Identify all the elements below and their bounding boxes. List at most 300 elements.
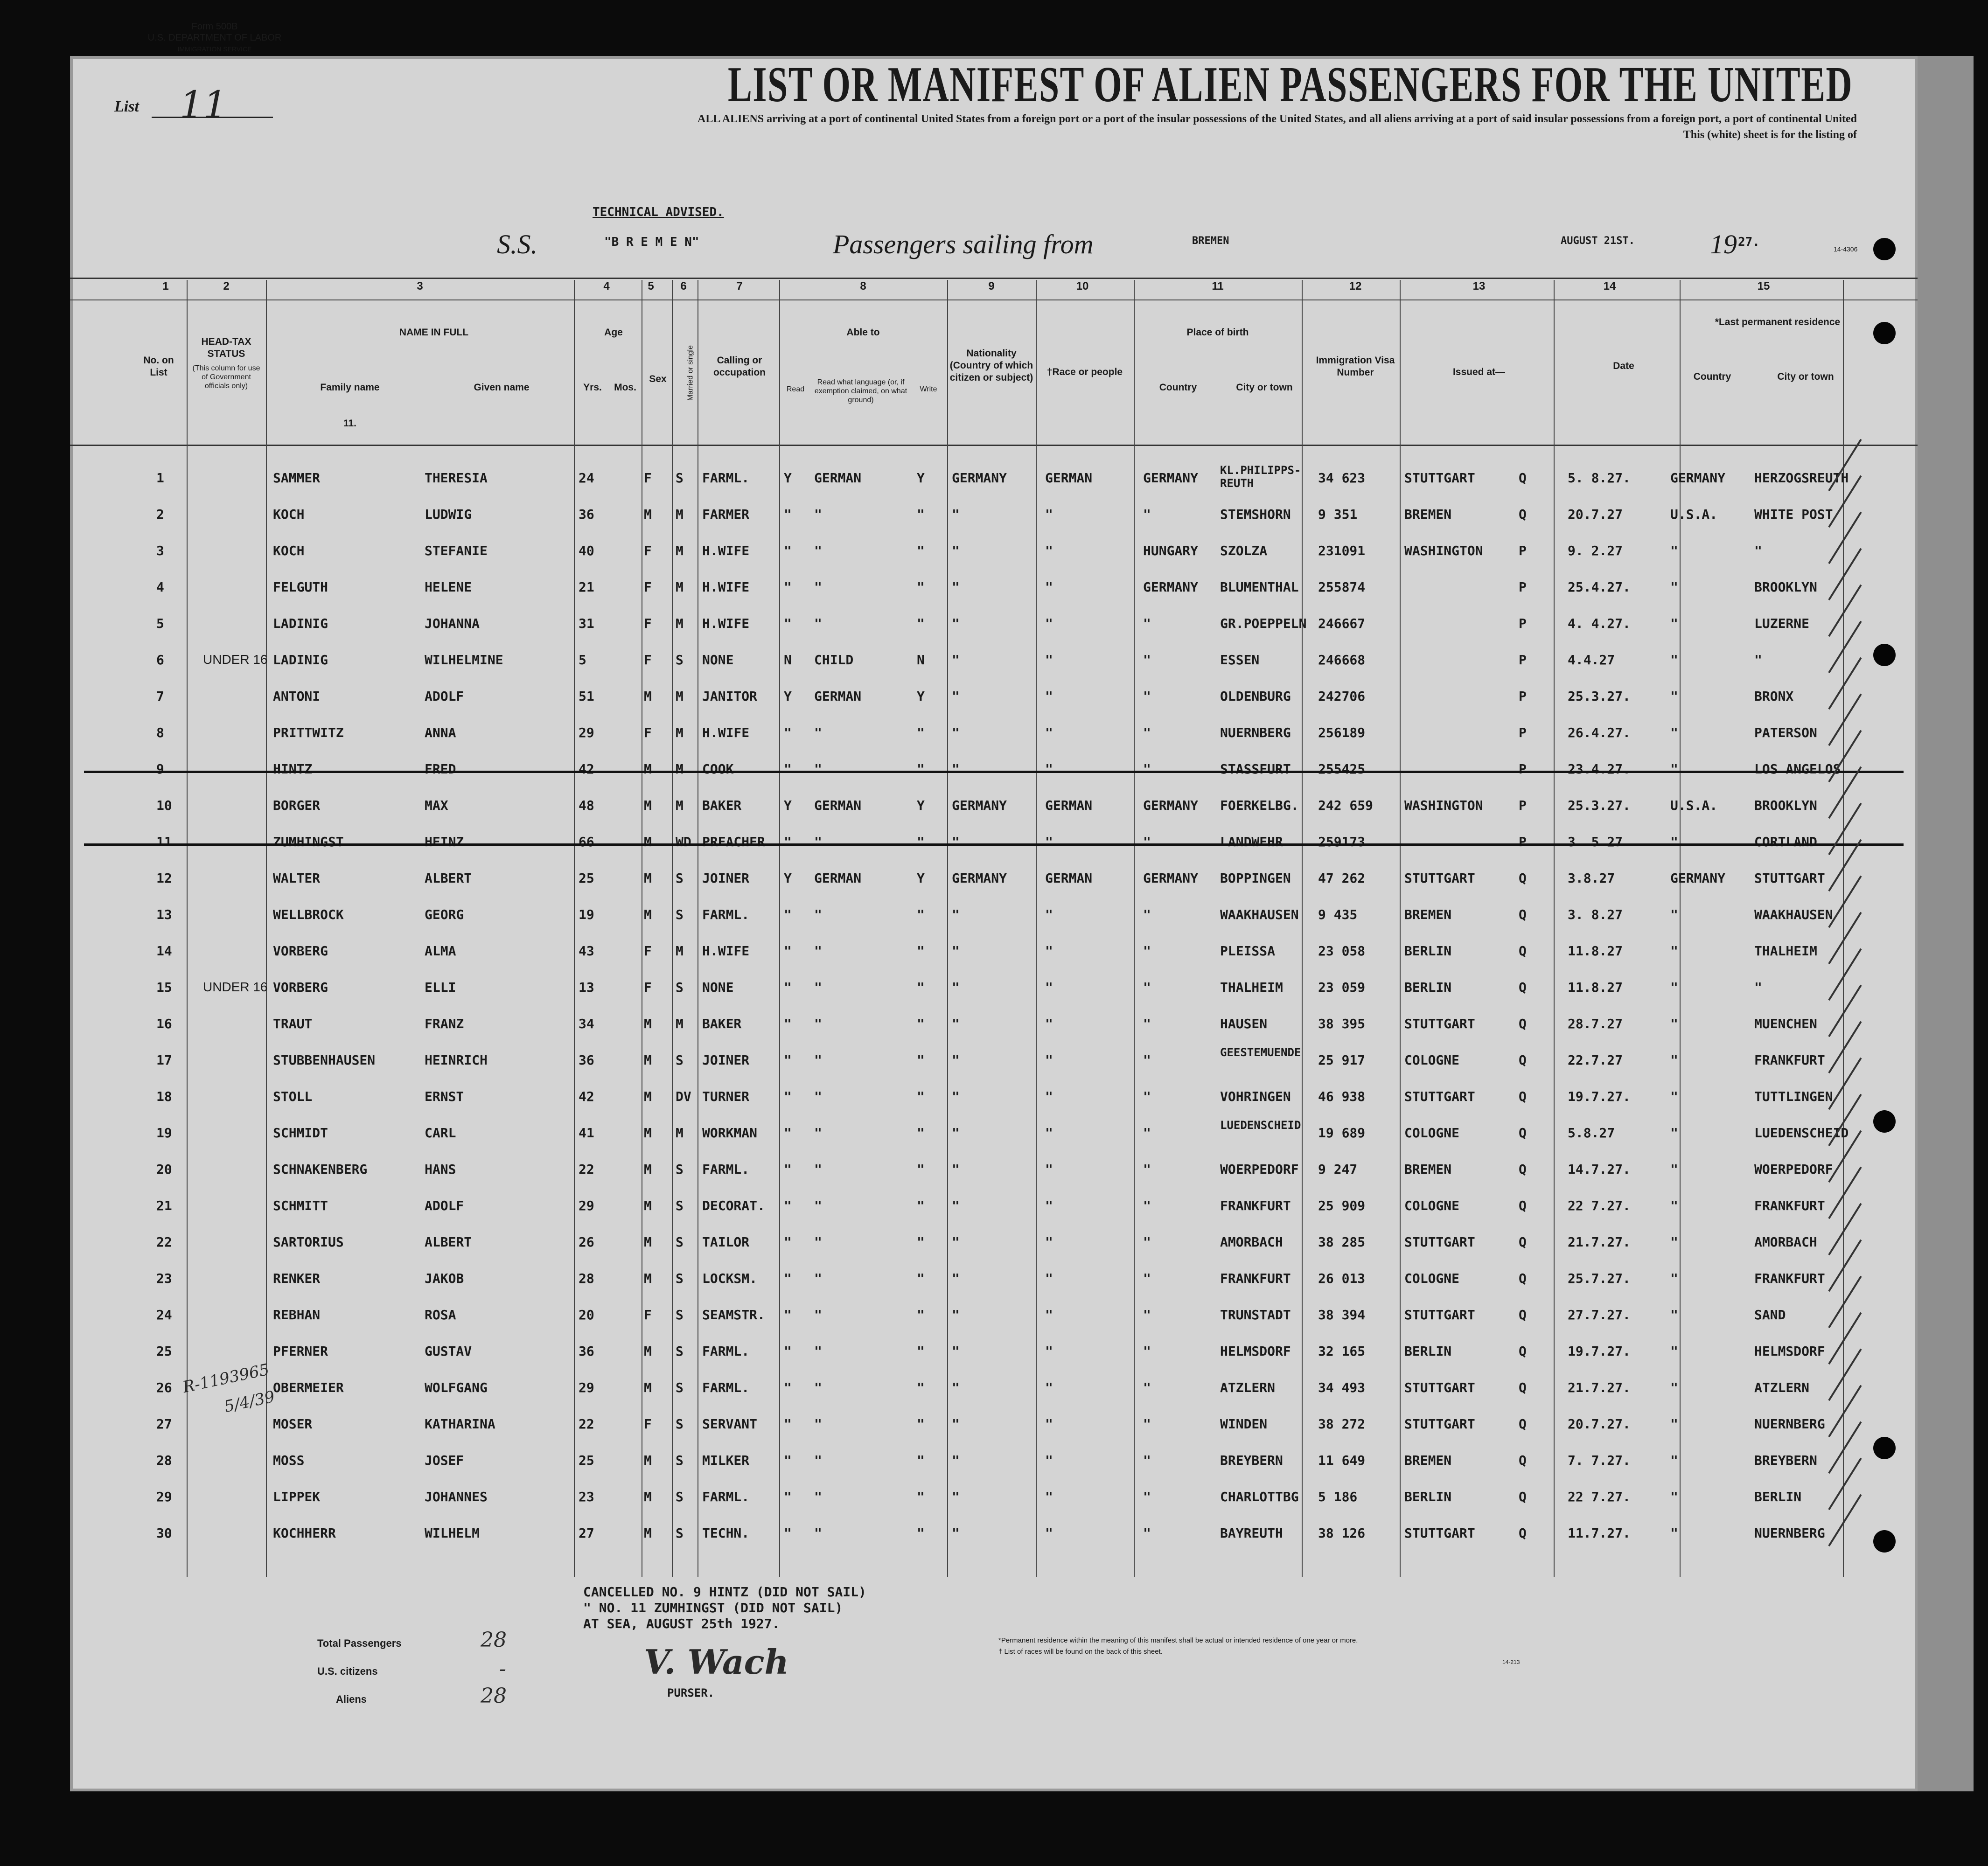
cell-q: Q	[1519, 1489, 1527, 1504]
cell-visa: 9 435	[1318, 907, 1358, 922]
cell-rcountry: "	[1670, 652, 1678, 668]
cell-race: "	[1045, 652, 1053, 668]
cell-occ: JANITOR	[702, 689, 758, 704]
cell-family: STOLL	[273, 1089, 313, 1104]
cell-rcity: FRANKFURT	[1754, 1052, 1825, 1068]
cell-nat: "	[952, 1198, 960, 1213]
cell-lang: "	[814, 980, 822, 995]
cell-given: ELLI	[425, 980, 456, 995]
cell-issued: BREMEN	[1404, 1453, 1452, 1468]
cell-issued: STUTTGART	[1404, 470, 1475, 486]
passenger-row	[70, 1117, 1918, 1153]
cell-write: "	[917, 1525, 925, 1541]
passenger-row	[70, 1444, 1918, 1481]
cell-race: "	[1045, 1125, 1053, 1141]
cell-visa: 34 623	[1318, 470, 1366, 486]
cell-lang: "	[814, 834, 822, 849]
header-list-marker: 11.	[343, 418, 357, 429]
cell-nat: "	[952, 1416, 960, 1432]
header-given: Given name	[474, 382, 530, 393]
cell-rcountry: "	[1670, 1198, 1678, 1213]
cell-issued: BERLIN	[1404, 943, 1452, 959]
cell-nat: "	[952, 1234, 960, 1250]
cell-lang: "	[814, 1525, 822, 1541]
cell-ms: M	[676, 798, 684, 813]
cell-read: "	[784, 616, 792, 631]
cell-rcountry: "	[1670, 761, 1678, 777]
cell-visa: 5 186	[1318, 1489, 1358, 1504]
cell-no: 22	[156, 1234, 172, 1250]
cell-yrs: 25	[579, 870, 594, 886]
cell-family: SCHMITT	[273, 1198, 328, 1213]
total-passengers-value: 28	[481, 1628, 507, 1652]
cell-sex: M	[644, 1380, 652, 1395]
cell-date: 22 7.27.	[1568, 1489, 1631, 1504]
cell-ms: S	[676, 1344, 684, 1359]
cell-nat: "	[952, 652, 960, 668]
cell-tax: UNDER 16	[203, 980, 268, 994]
cell-bcountry: GERMANY	[1143, 579, 1199, 595]
cell-no: 30	[156, 1525, 172, 1541]
form-number: Form 500B	[191, 21, 238, 32]
cell-given: ROSA	[425, 1307, 456, 1323]
cell-date: 27.7.27.	[1568, 1307, 1631, 1323]
cell-q: Q	[1519, 907, 1527, 922]
cell-family: ANTONI	[273, 689, 321, 704]
cell-visa: 38 395	[1318, 1016, 1366, 1031]
passenger-row	[70, 571, 1918, 607]
column-number-11: 11	[1212, 280, 1224, 292]
cell-issued: BREMEN	[1404, 907, 1452, 922]
cell-write: "	[917, 761, 925, 777]
cell-rcity: THALHEIM	[1754, 943, 1817, 959]
cell-lang: "	[814, 1416, 822, 1432]
cell-date: 11.7.27.	[1568, 1525, 1631, 1541]
cell-write: "	[917, 1089, 925, 1104]
cell-issued: BERLIN	[1404, 980, 1452, 995]
cell-yrs: 41	[579, 1125, 594, 1141]
column-number-7: 7	[736, 280, 743, 292]
cell-visa: 259173	[1318, 834, 1366, 849]
cell-rcity: "	[1754, 652, 1762, 668]
cell-ms: M	[676, 507, 684, 522]
cell-no: 4	[156, 579, 164, 595]
cell-q: P	[1519, 579, 1527, 595]
sailing-date: AUGUST 21ST.	[1561, 235, 1635, 247]
cell-visa: 255425	[1318, 761, 1366, 777]
cell-date: 22 7.27.	[1568, 1198, 1631, 1213]
cell-race: "	[1045, 725, 1053, 740]
column-number-4: 4	[603, 280, 610, 292]
cell-ms: S	[676, 1234, 684, 1250]
cell-lang: CHILD	[814, 652, 854, 668]
cell-bcity: SZOLZA	[1220, 543, 1268, 558]
cell-date: 3.8.27	[1568, 870, 1615, 886]
cell-rcountry: "	[1670, 1453, 1678, 1468]
cell-family: VORBERG	[273, 980, 328, 995]
cell-ms: M	[676, 1016, 684, 1031]
cell-lang: "	[814, 907, 822, 922]
cell-q: P	[1519, 616, 1527, 631]
header-age: Age	[604, 327, 623, 338]
cell-read: "	[784, 725, 792, 740]
passenger-row	[70, 1153, 1918, 1190]
cell-yrs: 42	[579, 761, 594, 777]
cell-given: WOLFGANG	[425, 1380, 488, 1395]
cell-nat: "	[952, 1344, 960, 1359]
cell-bcity: STASSFURT	[1220, 761, 1291, 777]
cell-no: 28	[156, 1453, 172, 1468]
cell-given: ALBERT	[425, 870, 472, 886]
cell-write: "	[917, 1234, 925, 1250]
cell-bcity: BREYBERN	[1220, 1453, 1283, 1468]
cell-given: THERESIA	[425, 470, 488, 486]
cell-lang: "	[814, 1380, 822, 1395]
column-number-13: 13	[1472, 280, 1486, 292]
cell-occ: SERVANT	[702, 1416, 758, 1432]
cell-ms: S	[676, 1052, 684, 1068]
cell-lang: "	[814, 1307, 822, 1323]
header-yrs: Yrs.	[583, 382, 602, 393]
cell-yrs: 26	[579, 1234, 594, 1250]
cell-family: RENKER	[273, 1271, 321, 1286]
cell-occ: LOCKSM.	[702, 1271, 758, 1286]
cell-rcountry: GERMANY	[1670, 870, 1726, 886]
cell-bcountry: "	[1143, 1489, 1151, 1504]
cell-date: 20.7.27.	[1568, 1416, 1631, 1432]
cell-bcity: BAYREUTH	[1220, 1525, 1283, 1541]
cell-read: "	[784, 507, 792, 522]
header-mos: Mos.	[614, 382, 636, 393]
cell-bcity: WINDEN	[1220, 1416, 1268, 1432]
cell-issued: STUTTGART	[1404, 870, 1475, 886]
cell-sex: M	[644, 1125, 652, 1141]
cell-lang: "	[814, 507, 822, 522]
cell-bcity: WAAKHAUSEN	[1220, 907, 1299, 922]
cell-visa: 9 247	[1318, 1162, 1358, 1177]
cell-occ: FARML.	[702, 470, 750, 486]
cell-occ: DECORAT.	[702, 1198, 765, 1213]
cell-q: Q	[1519, 1016, 1527, 1031]
passenger-row	[70, 498, 1918, 535]
cell-no: 15	[156, 980, 172, 995]
header-issued: Issued at—	[1452, 367, 1506, 377]
cell-given: JOHANNA	[425, 616, 480, 631]
cell-rcity: WOERPEDORF	[1754, 1162, 1833, 1177]
cell-write: "	[917, 1016, 925, 1031]
cell-given: GUSTAV	[425, 1344, 472, 1359]
cell-q: Q	[1519, 1344, 1527, 1359]
cell-occ: NONE	[702, 980, 734, 995]
cell-race: "	[1045, 1525, 1053, 1541]
cell-tax: UNDER 16	[203, 652, 268, 667]
cell-no: 19	[156, 1125, 172, 1141]
cancellation-note	[583, 1584, 866, 1632]
cell-date: 3. 8.27	[1568, 907, 1623, 922]
header-able-to: Able to	[846, 327, 880, 338]
header-last-residence: *Last permanent residence	[1715, 317, 1841, 327]
cell-no: 11	[156, 834, 172, 849]
cell-write: "	[917, 1416, 925, 1432]
cell-nat: "	[952, 1089, 960, 1104]
cell-read: Y	[784, 870, 792, 886]
cell-bcountry: GERMANY	[1143, 470, 1199, 486]
passenger-row	[70, 1372, 1918, 1408]
side-note-2: 5/4/39	[223, 1387, 277, 1416]
cell-sex: F	[644, 1416, 652, 1432]
cell-bcity: WOERPEDORF	[1220, 1162, 1299, 1177]
cell-yrs: 31	[579, 616, 594, 631]
cell-rcountry: U.S.A.	[1670, 507, 1718, 522]
cell-write: N	[917, 652, 925, 668]
cell-nat: GERMANY	[952, 798, 1007, 813]
purser-signature: V. Wach	[644, 1642, 789, 1682]
cell-given: HELENE	[425, 579, 472, 595]
cell-race: "	[1045, 1162, 1053, 1177]
cell-nat: "	[952, 761, 960, 777]
cell-bcountry: "	[1143, 1016, 1151, 1031]
header-res-city: City or town	[1777, 371, 1834, 382]
cell-yrs: 22	[579, 1416, 594, 1432]
cell-given: ALBERT	[425, 1234, 472, 1250]
cell-date: 25.4.27.	[1568, 579, 1631, 595]
cell-q: P	[1519, 834, 1527, 849]
cell-read: Y	[784, 470, 792, 486]
cell-given: ADOLF	[425, 689, 464, 704]
cell-date: 21.7.27.	[1568, 1234, 1631, 1250]
cell-ms: S	[676, 470, 684, 486]
cell-sex: F	[644, 725, 652, 740]
cell-yrs: 28	[579, 1271, 594, 1286]
cell-occ: PREACHER	[702, 834, 765, 849]
cell-bcountry: "	[1143, 507, 1151, 522]
cell-read: "	[784, 1162, 792, 1177]
cell-yrs: 36	[579, 507, 594, 522]
cell-rcity: FRANKFURT	[1754, 1271, 1825, 1286]
cell-ms: S	[676, 1198, 684, 1213]
cell-yrs: 29	[579, 1380, 594, 1395]
manifest-subtitle	[373, 111, 1857, 143]
cell-q: Q	[1519, 1380, 1527, 1395]
cell-yrs: 22	[579, 1162, 594, 1177]
cell-rcountry: "	[1670, 907, 1678, 922]
cell-ms: S	[676, 1489, 684, 1504]
cell-rcountry: "	[1670, 1307, 1678, 1323]
header-birth-city: City or town	[1236, 382, 1293, 393]
cell-write: Y	[917, 689, 925, 704]
cell-q: Q	[1519, 870, 1527, 886]
cell-write: "	[917, 1489, 925, 1504]
passenger-row	[70, 789, 1918, 826]
cell-yrs: 36	[579, 1344, 594, 1359]
cell-sex: M	[644, 761, 652, 777]
header-sex: Sex	[649, 374, 667, 384]
cell-issued: COLOGNE	[1404, 1198, 1460, 1213]
cell-race: GERMAN	[1045, 470, 1093, 486]
cell-ms: S	[676, 907, 684, 922]
cell-sex: M	[644, 1162, 652, 1177]
cell-race: GERMAN	[1045, 870, 1093, 886]
column-number-15: 15	[1757, 280, 1770, 292]
cell-race: "	[1045, 616, 1053, 631]
cell-issued: STUTTGART	[1404, 1380, 1475, 1395]
column-number-12: 12	[1349, 280, 1362, 292]
cell-visa: 32 165	[1318, 1344, 1366, 1359]
cell-lang: "	[814, 1271, 822, 1286]
cell-read: "	[784, 1489, 792, 1504]
cell-nat: "	[952, 579, 960, 595]
cell-race: "	[1045, 507, 1053, 522]
cell-occ: TURNER	[702, 1089, 750, 1104]
cell-date: 25.7.27.	[1568, 1271, 1631, 1286]
cell-race: "	[1045, 980, 1053, 995]
passenger-row	[70, 971, 1918, 1008]
passenger-row	[70, 717, 1918, 753]
cell-rcity: AMORBACH	[1754, 1234, 1817, 1250]
cell-q: Q	[1519, 1271, 1527, 1286]
aliens-label: Aliens	[336, 1693, 367, 1705]
cell-issued: COLOGNE	[1404, 1052, 1460, 1068]
cell-given: WILHELM	[425, 1525, 480, 1541]
cell-given: ALMA	[425, 943, 456, 959]
cell-sex: F	[644, 943, 652, 959]
cell-q: Q	[1519, 1162, 1527, 1177]
cell-rcountry: "	[1670, 1271, 1678, 1286]
cell-occ: FARML.	[702, 1162, 750, 1177]
passenger-row	[70, 1408, 1918, 1444]
cell-race: "	[1045, 543, 1053, 558]
cell-race: "	[1045, 943, 1053, 959]
cell-ms: S	[676, 652, 684, 668]
cell-rcountry: "	[1670, 1089, 1678, 1104]
cell-read: "	[784, 943, 792, 959]
cell-family: BORGER	[273, 798, 321, 813]
cell-no: 10	[156, 798, 172, 813]
header-no: No. on List	[143, 355, 174, 378]
aliens-value: 28	[481, 1684, 507, 1708]
cell-given: FRANZ	[425, 1016, 464, 1031]
cell-race: "	[1045, 1089, 1053, 1104]
cell-race: "	[1045, 1380, 1053, 1395]
cell-visa: 242 659	[1318, 798, 1374, 813]
cell-issued: STUTTGART	[1404, 1089, 1475, 1104]
cell-occ: H.WIFE	[702, 725, 750, 740]
cell-occ: FARML.	[702, 1489, 750, 1504]
cell-rcountry: "	[1670, 1162, 1678, 1177]
cell-read: Y	[784, 689, 792, 704]
cell-yrs: 43	[579, 943, 594, 959]
column-number-8: 8	[860, 280, 866, 292]
cell-bcity: AMORBACH	[1220, 1234, 1283, 1250]
cell-bcountry: "	[1143, 1525, 1151, 1541]
cell-family: LIPPEK	[273, 1489, 321, 1504]
cell-family: PFERNER	[273, 1344, 328, 1359]
cell-q: Q	[1519, 1307, 1527, 1323]
cell-no: 17	[156, 1052, 172, 1068]
cell-write: "	[917, 1453, 925, 1468]
cell-rcountry: U.S.A.	[1670, 798, 1718, 813]
cell-sex: F	[644, 616, 652, 631]
cell-sex: M	[644, 870, 652, 886]
cell-occ: BAKER	[702, 798, 742, 813]
cell-issued: BREMEN	[1404, 507, 1452, 522]
cell-lang: "	[814, 943, 822, 959]
cell-issued: STUTTGART	[1404, 1307, 1475, 1323]
passenger-row	[70, 1517, 1918, 1553]
cell-ms: S	[676, 1271, 684, 1286]
cell-lang: "	[814, 579, 822, 595]
cell-date: 19.7.27.	[1568, 1089, 1631, 1104]
cell-rcountry: "	[1670, 1380, 1678, 1395]
cell-occ: H.WIFE	[702, 616, 750, 631]
cell-lang: GERMAN	[814, 470, 862, 486]
cell-yrs: 48	[579, 798, 594, 813]
cell-sex: M	[644, 907, 652, 922]
cell-visa: 23 059	[1318, 980, 1366, 995]
column-number-1: 1	[162, 280, 169, 292]
cell-race: "	[1045, 689, 1053, 704]
cell-q: P	[1519, 761, 1527, 777]
cell-write: Y	[917, 798, 925, 813]
ship-name: "B R E M E N"	[604, 235, 699, 249]
cell-q: Q	[1519, 943, 1527, 959]
cell-occ: JOINER	[702, 1052, 750, 1068]
cell-no: 16	[156, 1016, 172, 1031]
cell-race: "	[1045, 834, 1053, 849]
cell-rcountry: "	[1670, 616, 1678, 631]
cell-sex: F	[644, 980, 652, 995]
cell-bcountry: "	[1143, 943, 1151, 959]
cell-issued: BERLIN	[1404, 1489, 1452, 1504]
cell-bcountry: "	[1143, 834, 1151, 849]
passenger-row	[70, 862, 1918, 898]
passenger-row	[70, 462, 1918, 498]
cell-sex: M	[644, 1271, 652, 1286]
cell-rcity: BROOKLYN	[1754, 798, 1817, 813]
cell-bcity: TRUNSTADT	[1220, 1307, 1291, 1323]
cell-yrs: 5	[579, 652, 586, 668]
header-occupation: Calling or occupation	[713, 355, 766, 378]
cell-occ: H.WIFE	[702, 579, 750, 595]
cell-rcity: ATZLERN	[1754, 1380, 1810, 1395]
cell-yrs: 29	[579, 1198, 594, 1213]
cell-bcity: LANDWEHR	[1220, 834, 1283, 849]
cell-family: SARTORIUS	[273, 1234, 344, 1250]
passenger-row	[70, 898, 1918, 935]
cell-read: Y	[784, 798, 792, 813]
cell-read: "	[784, 1125, 792, 1141]
column-number-3: 3	[417, 280, 423, 292]
cell-given: LUDWIG	[425, 507, 472, 522]
cell-ms: S	[676, 1416, 684, 1432]
cell-rcity: STUTTGART	[1754, 870, 1825, 886]
cell-sex: M	[644, 507, 652, 522]
cell-race: "	[1045, 1416, 1053, 1432]
cell-occ: H.WIFE	[702, 943, 750, 959]
cell-lang: "	[814, 725, 822, 740]
cell-nat: "	[952, 1125, 960, 1141]
cell-sex: M	[644, 1453, 652, 1468]
cell-family: MOSER	[273, 1416, 313, 1432]
cell-read: "	[784, 1234, 792, 1250]
cell-date: 4.4.27	[1568, 652, 1615, 668]
cell-sex: M	[644, 1489, 652, 1504]
cell-no: 1	[156, 470, 164, 486]
passenger-row	[70, 1008, 1918, 1044]
passenger-row	[70, 1262, 1918, 1299]
cell-rcity: BRONX	[1754, 689, 1794, 704]
cell-sex: M	[644, 1016, 652, 1031]
